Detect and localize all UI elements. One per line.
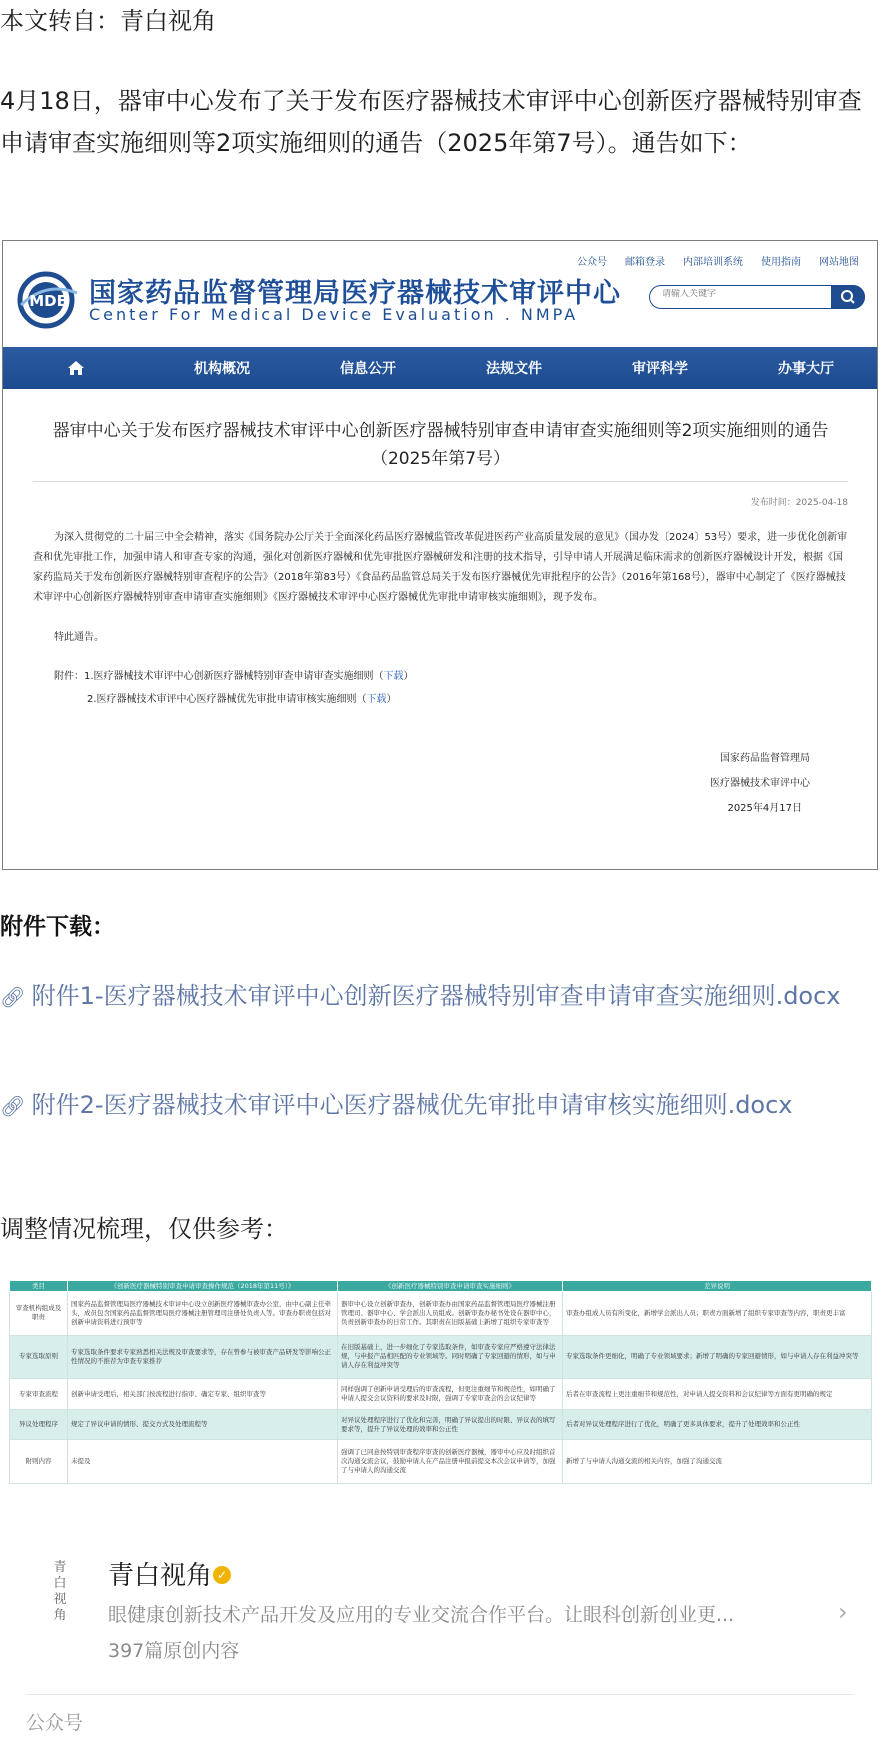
table-cell: 器审中心设立创新审查办，创新审查办由国家药品监督管理局医疗器械注册管理司、器审中心、学会派出人员组成。创新审查办秘书处设在器审中心，负责创新审查办的日常工作。其职责在旧版基础上新增了组织专家审查等 (338, 1292, 563, 1336)
site-title-en: Center For Medical Device Evaluation . NMPA (89, 305, 579, 324)
table-cell: 异议处理程序 (10, 1409, 68, 1440)
comparison-table (9, 1280, 872, 1484)
table-cell: 审查机构组成及职责 (10, 1292, 68, 1336)
download-link-1[interactable]: 下载 (383, 671, 404, 682)
nav-science[interactable]: 审评科学 (632, 361, 688, 377)
table-cell: 专家选取条件更细化，明确了专业领域要求；新增了明确的专家回避情形，如与申请人存在利益冲突等 (563, 1335, 872, 1379)
site-title-cn: 国家药品监督管理局医疗器械技术审评中心 (89, 278, 621, 309)
article-body: 为深入贯彻党的二十届三中全会精神，落实《国务院办公厅关于全面深化药品医疗器械监管改革促进医药产业高质量发展的意见》（国办发〔2024〕53号）要求，进一步优化创新审查和优先审批工作，加强申请人和审查专家的沟通，强化对创新医疗器械和优先审批医疗器械研发和注册的技术指导，引导申请人开展满足临床需求的创新医疗器械设计开发，根据《国家药监局关于发布创新医疗器械特别审查程序的公告》（2018年第83号）《食品药品监管总局关于发布医疗器械优先审批程序的公告》（2016年第168号），器审中心制定了《医疗器械技术审评中心创新医疗器械特别审查申请审查实施细则》《医疗器械技术审评中心医疗器械优先审批申请审核实施细则》，现予发布。 (33, 532, 848, 603)
table-cell: 专家选取条件要求专家熟悉相关法规及审查要求等，存在曾参与被审查产品研发等影响公正性情况的不推荐为审查专家推荐 (68, 1335, 338, 1379)
download-link-2[interactable]: 下载 (366, 694, 387, 705)
attachment-link-1[interactable] (0, 974, 881, 1019)
table-cell: 专家选取原则 (10, 1335, 68, 1379)
table-cell: 专家审查流程 (10, 1379, 68, 1410)
verified-badge-icon: ✓ (213, 1566, 231, 1584)
table-cell: 对异议处理程序进行了优化和完善，明确了异议提出的时限、异议表的填写要求等，提升了异议处理的效率和公正性 (338, 1409, 563, 1440)
logo-glyph: 青 (53, 1560, 67, 1575)
top-link-guide[interactable]: 使用指南 (761, 257, 801, 268)
nav-info[interactable]: 信息公开 (340, 361, 396, 377)
main-nav (3, 347, 878, 389)
title-divider (33, 481, 848, 482)
table-cell: 新增了与申请人沟通交流的相关内容，加强了沟通交流 (563, 1440, 872, 1484)
table-row (10, 1409, 872, 1440)
attachment-link-2[interactable] (0, 1083, 881, 1128)
signature-org-1: 国家药品监督管理局 (720, 753, 810, 764)
attachment-2-text: 2.医疗器械技术审评中心医疗器械优先审批申请审核实施细则（ (87, 694, 367, 705)
table-row (10, 1335, 872, 1379)
table-cell: 未提及 (68, 1440, 338, 1484)
table-cell: 创新申请受理后，相关部门按流程进行指审、确定专家、组织审查等 (68, 1379, 338, 1410)
table-cell: 国家药品监督管理局医疗器械技术审评中心设立创新医疗器械审查办公室，由中心副主任牵头，成员包含国家药品监督管理局医疗器械注册管理司注册处负责人等。审查办职责包括对创新申请资料进行预审等 (68, 1292, 338, 1336)
signature-date: 2025年4月17日 (727, 803, 802, 814)
chevron-right-icon[interactable]: › (838, 1598, 848, 1626)
top-link-training[interactable]: 内部培训系统 (683, 257, 743, 268)
article-title: 器审中心关于发布医疗器械技术审评中心创新医疗器械特别审查申请审查实施细则等2项实施细则的通告（2025年第7号） (52, 421, 829, 469)
table-cell: 附则内容 (10, 1440, 68, 1484)
account-article-count: 397篇原创内容 (108, 1640, 240, 1662)
attachment-link-2-label: 附件2-医疗器械技术审评中心医疗器械优先审批申请审核实施细则.docx (31, 1091, 793, 1119)
table-cell: 审查办组成人员有所变化，新增学会派出人员；职责方面新增了组织专家审查等内容，职责更丰富 (563, 1292, 872, 1336)
cmde-logo (15, 271, 85, 329)
home-icon (67, 360, 85, 376)
logo-glyph: 角 (53, 1608, 67, 1623)
close-paren-1: ） (403, 671, 414, 682)
nav-regulations[interactable]: 法规文件 (486, 361, 542, 377)
intro-paragraph: 4月18日，器审中心发布了关于发布医疗器械技术审评中心创新医疗器械特别审查申请审查实施细则等2项实施细则的通告（2025年第7号）。通告如下： (0, 87, 862, 157)
account-type-label: 公众号 (26, 1712, 84, 1734)
attachment-link-1-label: 附件1-医疗器械技术审评中心创新医疗器械特别审查申请审查实施细则.docx (31, 982, 841, 1010)
table-header: 差异说明 (563, 1281, 872, 1292)
source-attribution: 本文转自：青白视角 (0, 7, 216, 35)
downloads-heading: 附件下载： (0, 914, 115, 940)
top-link-email[interactable]: 邮箱登录 (625, 257, 665, 268)
account-name[interactable]: 青白视角 (108, 1561, 213, 1591)
table-row (10, 1292, 872, 1336)
table-cell: 强调了已同意按特别审查程序审查的创新医疗器械，器审中心应及时组织首次沟通交流会议，鼓励申请人在产品注册申报前提交本次会议申请等，加强了与申请人的沟通交流 (338, 1440, 563, 1484)
logo-text: MDE (29, 292, 67, 310)
table-cell: 同样强调了创新申请受理后的审查流程，但更注重细节和规范性，如明确了申请人提交会议资料的要求及时限，强调了专家审查会的会议纪律等 (338, 1379, 563, 1410)
top-link-sitemap[interactable]: 网站地图 (819, 257, 859, 268)
publish-date: 发布时间：2025-04-18 (750, 498, 848, 508)
attachment-line-2 (87, 690, 397, 705)
attachment-line-1 (54, 667, 414, 682)
top-link-wechat[interactable]: 公众号 (577, 257, 607, 268)
article-notice: 特此通告。 (54, 632, 104, 643)
site-search (649, 285, 865, 309)
link-icon: 🔗︎ (0, 985, 26, 1009)
nav-home[interactable] (3, 347, 149, 389)
table-cell: 后者在审查流程上更注重细节和规范性，对申请人提交资料和会议纪律等方面有更明确的规定 (563, 1379, 872, 1410)
card-divider (26, 1694, 854, 1695)
logo-glyph: 视 (53, 1592, 67, 1607)
signature-org-2: 医疗器械技术审评中心 (710, 778, 810, 789)
table-header: 《创新医疗器械特别审查申请审查实施细则》 (338, 1281, 563, 1292)
table-cell: 在旧版基础上，进一步细化了专家选取条件，如审查专家应严格遵守法律法规，与申报产品相匹配的专业领域等。同时明确了专家回避的情形，如与申请人存在利益冲突等 (338, 1335, 563, 1379)
account-description: 眼健康创新技术产品开发及应用的专业交流合作平台。让眼科创新创业更... (108, 1604, 735, 1626)
nav-about[interactable]: 机构概况 (194, 361, 250, 377)
close-paren-2: ） (386, 694, 397, 705)
link-icon: 🔗︎ (0, 1094, 26, 1118)
logo-glyph: 白 (53, 1576, 67, 1591)
summary-heading: 调整情况梳理，仅供参考： (0, 1215, 288, 1243)
table-header-row (10, 1281, 872, 1292)
account-logo[interactable] (46, 1560, 74, 1630)
table-cell: 规定了异议申请的情形、提交方式及处理流程等 (68, 1409, 338, 1440)
attachment-1-text: 附件：1.医疗器械技术审评中心创新医疗器械特别审查申请审查实施细则（ (54, 671, 384, 682)
table-cell: 后者对异议处理程序进行了优化，明确了更多具体要求，提升了处理效率和公正性 (563, 1409, 872, 1440)
table-header: 类目 (10, 1281, 68, 1292)
notice-screenshot (2, 240, 878, 870)
table-row (10, 1440, 872, 1484)
search-button[interactable] (831, 285, 865, 309)
search-icon (831, 285, 865, 309)
nav-services[interactable]: 办事大厅 (778, 361, 834, 377)
table-header: 《创新医疗器械特别审查申请审查操作规范（2018年第11号）》 (68, 1281, 338, 1292)
search-input[interactable] (662, 289, 822, 299)
table-row (10, 1379, 872, 1410)
top-links (577, 253, 859, 268)
